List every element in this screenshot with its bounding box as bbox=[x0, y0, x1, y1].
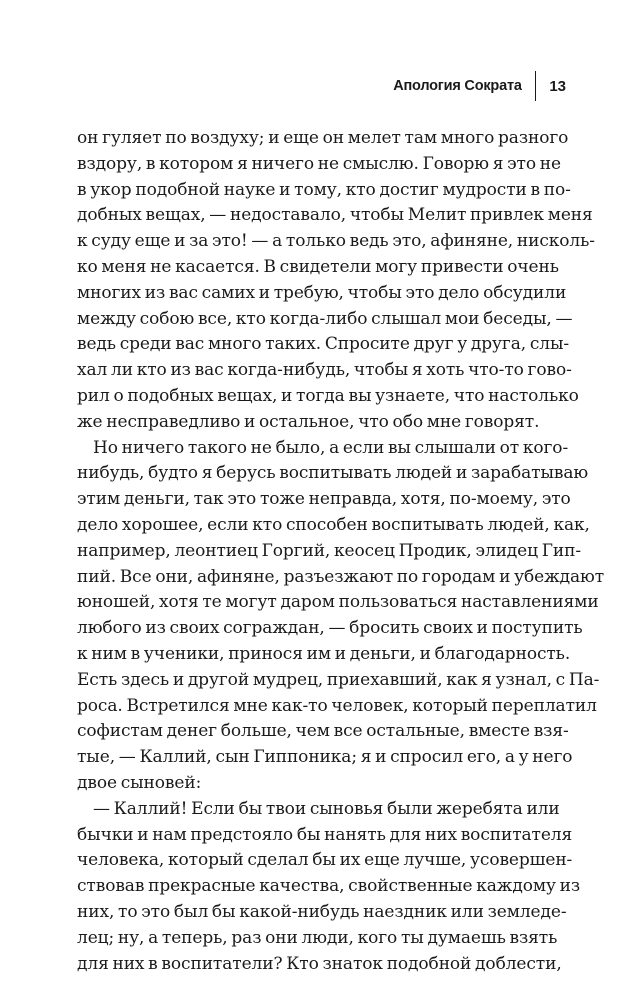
text-line: двое сыновей: bbox=[77, 772, 202, 793]
text-line: он гуляет по воздуху; и еще он мелет там много разного bbox=[77, 128, 569, 148]
text-line: в укор подобной науке и тому, кто достиг мудрости в по- bbox=[77, 179, 571, 200]
text-line: роса. Встретился мне как-то человек, который переплатил bbox=[77, 695, 597, 716]
text-line: ведь среди вас много таких. Спросите друг у друга, слы- bbox=[77, 334, 570, 355]
text-line: софистам денег больше, чем все остальные, вместе взя- bbox=[77, 721, 569, 742]
text-line: нибудь, будто я берусь воспитывать людей и зарабатываю bbox=[77, 463, 589, 484]
text-line: многих из вас самих и требую, чтобы это дело обсудили bbox=[77, 282, 567, 303]
running-title: Апология Сократа bbox=[393, 78, 522, 94]
text-line: них, то это был бы какой-нибудь наездник или земледе- bbox=[77, 901, 567, 922]
text-line: бычки и нам предстояло бы нанять для них воспитателя bbox=[77, 824, 573, 845]
text-line: вздору, в котором я ничего не смыслю. Говорю я это не bbox=[77, 153, 561, 174]
text-line: тые, — Каллий, сын Гиппоника; я и спросил его, а у него bbox=[77, 747, 573, 768]
text-line: например, леонтиец Горгий, кеосец Продик, элидец Гип- bbox=[77, 540, 581, 561]
text-line: человека, который сделал бы их еще лучше, усовершен- bbox=[77, 850, 573, 871]
text-line: к суду еще и за это! — а только ведь это, афиняне, нисколь- bbox=[77, 231, 595, 252]
text-line: лец; ну, а теперь, раз они люди, кого ты думаешь взять bbox=[77, 927, 558, 948]
text-line: Есть здесь и другой мудрец, приехавший, как я узнал, с Па- bbox=[77, 669, 600, 690]
text-line: ко меня не касается. В свидетели могу привести очень bbox=[77, 256, 559, 277]
text-line: добных вещах, — недоставало, чтобы Мелит привлек меня bbox=[77, 205, 593, 226]
body-text bbox=[77, 126, 605, 977]
running-head bbox=[393, 70, 566, 102]
text-line: к ним в ученики, принося им и деньги, и благодарность. bbox=[77, 643, 571, 664]
text-line: хал ли кто из вас когда-нибудь, чтобы я хоть что-то гово- bbox=[77, 360, 572, 381]
text-line: же несправедливо и остальное, что обо мне говорят. bbox=[77, 411, 540, 432]
page-number: 13 bbox=[549, 77, 566, 95]
text-line: для них в воспитатели? Кто знаток подобной доблести, bbox=[77, 953, 562, 974]
text-line: дело хорошее, если кто способен воспитывать людей, как, bbox=[77, 514, 590, 535]
text-line: этим деньги, так это тоже неправда, хотя, по-моему, это bbox=[77, 489, 571, 510]
text-line: ствовав прекрасные качества, свойственные каждому из bbox=[77, 876, 581, 897]
text-line: пий. Все они, афиняне, разъезжают по городам и убеждают bbox=[77, 566, 605, 587]
text-line: Но ничего такого не было, а если вы слышали от кого- bbox=[93, 437, 569, 458]
text-line: — Каллий! Если бы твои сыновья были жеребята или bbox=[93, 798, 560, 819]
text-line: любого из своих сограждан, — бросить своих и поступить bbox=[77, 618, 583, 639]
text-line: юношей, хотя те могут даром пользоваться наставлениями bbox=[77, 592, 599, 613]
text-line: рил о подобных вещах, и тогда вы узнаете, что настолько bbox=[77, 385, 579, 406]
text-line: между собою все, кто когда-либо слышал мои беседы, — bbox=[77, 308, 573, 329]
